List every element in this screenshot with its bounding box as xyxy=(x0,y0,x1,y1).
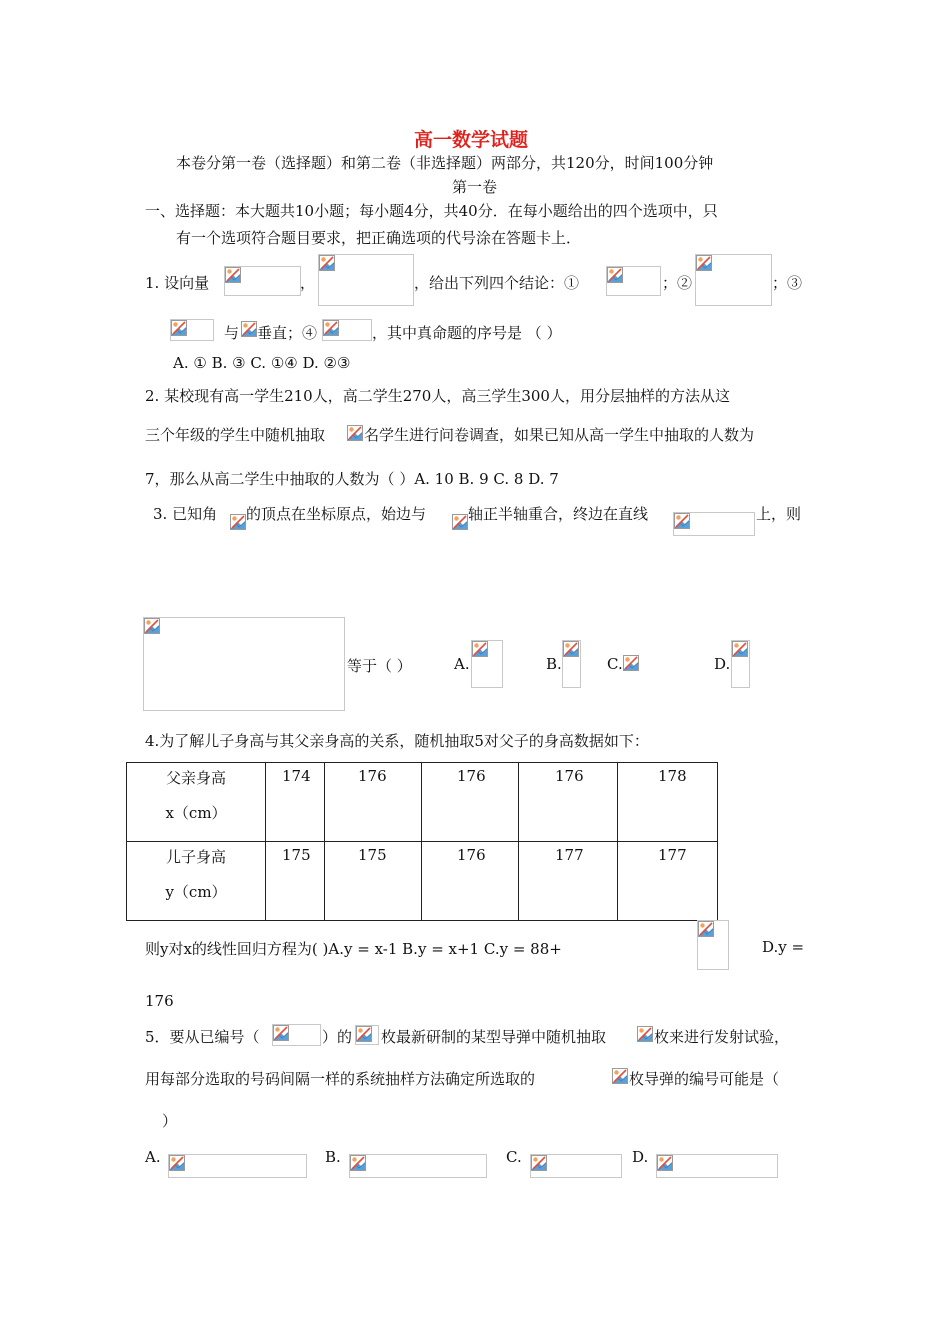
q1-tail: ，其中真命题的序号是 （ ） xyxy=(372,324,562,342)
table-row xyxy=(127,763,718,842)
broken-image-icon xyxy=(698,921,714,937)
q1-image-conclusion4 xyxy=(322,319,372,341)
broken-image-icon xyxy=(225,267,241,283)
q1-prefix: 1. 设向量 xyxy=(145,274,210,292)
q5-option-a-image xyxy=(168,1154,307,1178)
q1-perp: 垂直；④ xyxy=(257,324,318,342)
q4-option-c-image xyxy=(697,920,729,970)
q3-option-a-label: A. xyxy=(454,655,470,673)
father-height-label: 父亲身高 xyxy=(165,769,226,787)
q3-option-a-image xyxy=(471,640,503,688)
table-cell: 177 xyxy=(618,842,718,921)
broken-image-icon xyxy=(230,514,246,530)
q5-option-c-label: C. xyxy=(506,1148,522,1166)
broken-image-icon xyxy=(607,267,623,283)
section-instructions-line1: 一、选择题：本大题共10小题；每小题4分，共40分．在每小题给出的四个选项中，只 xyxy=(145,202,718,220)
q4-question: 则y对x的线性回归方程为( )A.y = x-1 B.y = x+1 C.y = 88+ xyxy=(145,940,562,958)
q1-options: A. ① B. ③ C. ①④ D. ②③ xyxy=(173,354,351,372)
table-cell: 176 xyxy=(422,763,519,842)
table-header-cell xyxy=(127,763,266,842)
table-cell: 176 xyxy=(325,763,422,842)
broken-image-icon xyxy=(612,1068,628,1084)
table-cell: 178 xyxy=(618,763,718,842)
q4-intro: 4.为了解儿子身高与其父亲身高的关系，随机抽取5对父子的身高数据如下： xyxy=(145,732,649,750)
broken-image-icon xyxy=(472,641,488,657)
q5-option-b-label: B. xyxy=(325,1148,341,1166)
q5-option-a-label: A. xyxy=(145,1148,161,1166)
q1-image-conclusion2 xyxy=(695,254,772,306)
q4-option-d: D.y = xyxy=(762,938,805,956)
q5-image-total xyxy=(355,1025,379,1045)
q5-option-c-image xyxy=(530,1154,622,1178)
broken-image-icon xyxy=(169,1155,185,1171)
q5-image-sample xyxy=(637,1026,653,1044)
y-unit-label: y（cm） xyxy=(165,883,227,901)
q5-text-d: 枚来进行发射试验， xyxy=(654,1028,790,1046)
q3-text-b: 的顶点在坐标原点，始边与 xyxy=(246,505,427,523)
q5-image-range xyxy=(272,1024,321,1046)
height-data-table xyxy=(126,762,718,921)
broken-image-icon xyxy=(350,1155,366,1171)
q1-image-vector-a xyxy=(224,266,301,296)
q2-line2b: 名学生进行问卷调查，如果已知从高一学生中抽取的人数为 xyxy=(364,426,755,444)
broken-image-icon xyxy=(657,1155,673,1171)
broken-image-icon xyxy=(531,1155,547,1171)
volume-heading: 第一卷 xyxy=(452,178,498,196)
broken-image-icon xyxy=(144,618,160,634)
table-cell: 174 xyxy=(266,763,325,842)
q5-line2b: 枚导弹的编号可能是（ xyxy=(629,1070,780,1088)
broken-image-icon xyxy=(356,1026,372,1042)
q3-image-line xyxy=(673,512,755,536)
q3-text-d: 上，则 xyxy=(756,505,802,523)
q5-image-sample2 xyxy=(612,1068,628,1086)
q3-image-expression xyxy=(143,617,345,711)
q1-comma: ， xyxy=(300,274,316,292)
q3-image-angle xyxy=(230,514,246,534)
page-title: 高一数学试题 xyxy=(414,129,529,151)
table-cell: 175 xyxy=(325,842,422,921)
q1-given: ，给出下列四个结论：① xyxy=(414,274,580,292)
q5-line3: ） xyxy=(162,1112,178,1130)
q5-option-d-label: D. xyxy=(632,1148,649,1166)
q1-image-vector-b xyxy=(318,254,414,306)
section-instructions-line2: 有一个选项符合题目要求，把正确选项的代号涂在答题卡上． xyxy=(176,229,582,247)
broken-image-icon xyxy=(732,641,748,657)
q2-line3: 7，那么从高二学生中抽取的人数为（ ）A. 10 B. 9 C. 8 D. 7 xyxy=(145,470,559,488)
x-unit-label: x（cm） xyxy=(165,804,227,822)
q3-equals: 等于（ ） xyxy=(347,657,412,675)
broken-image-icon xyxy=(319,255,335,271)
q3-option-b-label: B. xyxy=(546,655,562,673)
table-cell: 177 xyxy=(519,842,618,921)
q3-option-b-image xyxy=(562,640,581,688)
q3-option-c-label: C. xyxy=(607,655,623,673)
q5-line2a: 用每部分选取的号码间隔一样的系统抽样方法确定所选取的 xyxy=(145,1070,536,1088)
q5-text-c: 枚最新研制的某型导弹中随机抽取 xyxy=(381,1028,607,1046)
table-cell: 176 xyxy=(422,842,519,921)
q3-option-c-image xyxy=(623,655,639,673)
q1-image-conclusion1 xyxy=(606,266,661,296)
q1-semi2: ；③ xyxy=(772,274,803,292)
broken-image-icon xyxy=(563,641,579,657)
broken-image-icon xyxy=(323,320,339,336)
broken-image-icon xyxy=(171,320,187,336)
q2-line1: 2. 某校现有高一学生210人，高二学生270人，高三学生300人，用分层抽样的方法从这 xyxy=(145,387,730,405)
q3-text-c: 轴正半轴重合，终边在直线 xyxy=(468,505,649,523)
q1-semi1: ；② xyxy=(662,274,693,292)
broken-image-icon xyxy=(674,513,690,529)
table-header-cell xyxy=(127,842,266,921)
broken-image-icon xyxy=(623,655,639,671)
table-row xyxy=(127,842,718,921)
broken-image-icon xyxy=(696,255,712,271)
q2-image-n xyxy=(347,425,363,443)
q4-option-d-cont: 176 xyxy=(145,992,174,1010)
broken-image-icon xyxy=(637,1026,653,1042)
q5-option-d-image xyxy=(656,1154,778,1178)
q5-text-a: 5．要从已编号（ xyxy=(145,1028,260,1046)
q1-image-conclusion3-b xyxy=(241,321,257,339)
broken-image-icon xyxy=(273,1025,289,1041)
q3-option-d-label: D. xyxy=(714,655,731,673)
q5-text-b: ）的 xyxy=(322,1028,353,1046)
q1-with: 与 xyxy=(224,324,240,342)
q3-option-d-image xyxy=(731,640,750,688)
table-cell: 176 xyxy=(519,763,618,842)
broken-image-icon xyxy=(452,514,468,530)
son-height-label: 儿子身高 xyxy=(165,848,226,866)
q3-image-axis xyxy=(452,514,468,534)
broken-image-icon xyxy=(347,425,363,441)
q2-line2a: 三个年级的学生中随机抽取 xyxy=(145,426,326,444)
q1-image-conclusion3-a xyxy=(170,319,214,341)
q5-option-b-image xyxy=(349,1154,487,1178)
table-cell: 175 xyxy=(266,842,325,921)
exam-subtitle: 本卷分第一卷（选择题）和第二卷（非选择题）两部分，共120分，时间100分钟 xyxy=(176,154,714,172)
broken-image-icon xyxy=(241,321,257,337)
q3-text-a: 3. 已知角 xyxy=(153,505,218,523)
